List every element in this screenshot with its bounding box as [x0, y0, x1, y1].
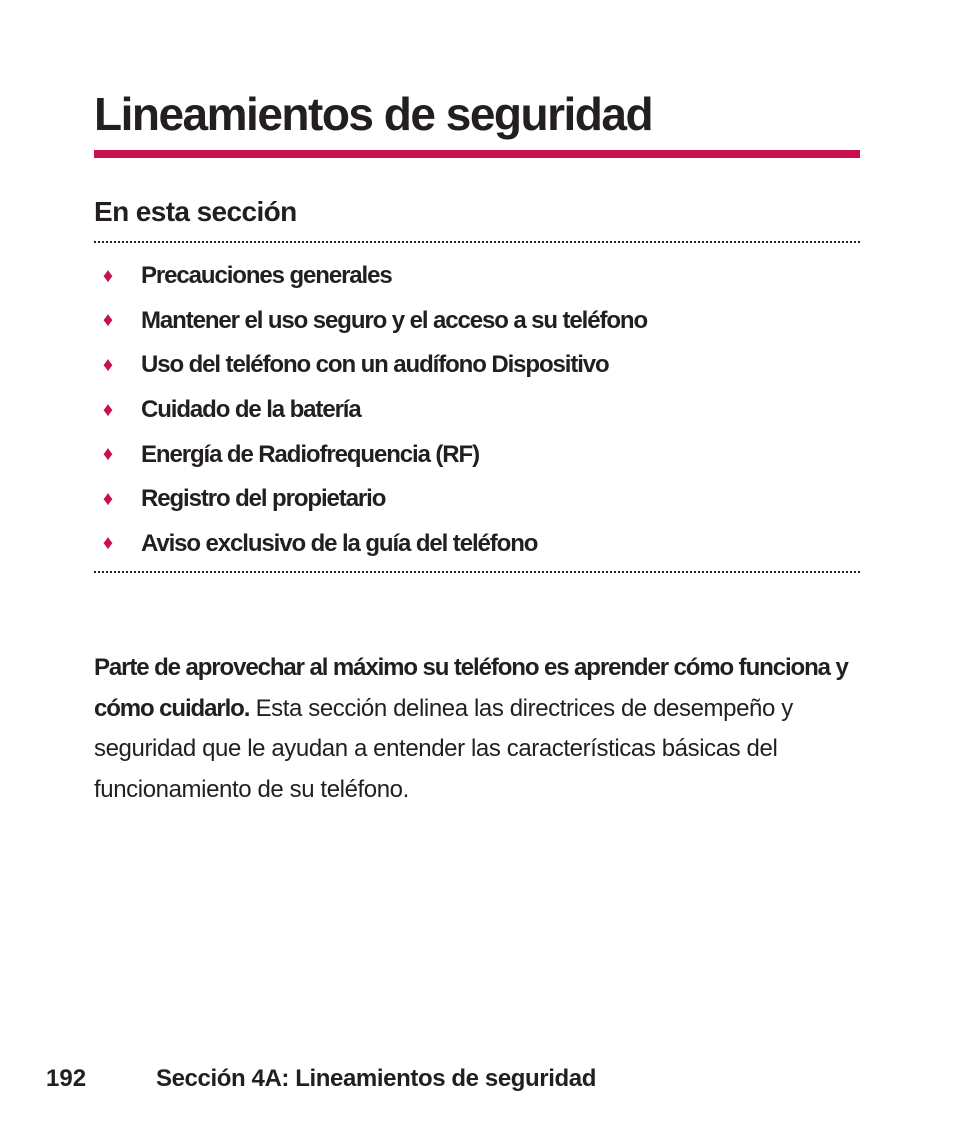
page-number: 192 — [46, 1065, 87, 1092]
list-item — [94, 299, 647, 344]
list-item-label: Aviso exclusivo de la guía del teléfono — [141, 529, 538, 557]
list-item-label: Mantener el uso seguro y el acceso a su teléfono — [141, 306, 648, 334]
list-item-label: Uso del teléfono con un audífono Dispositivo — [141, 351, 609, 379]
section-contents-list — [94, 254, 647, 566]
footer-section-label: Sección 4A: Lineamientos de seguridad — [156, 1065, 596, 1092]
list-item — [94, 522, 647, 567]
list-item — [94, 343, 647, 388]
diamond-bullet-icon: ♦ — [102, 264, 114, 287]
section-heading: En esta sección — [94, 196, 297, 227]
diamond-bullet-icon: ♦ — [102, 353, 114, 376]
diamond-bullet-icon: ♦ — [102, 443, 114, 466]
dotted-divider-bottom — [94, 571, 860, 573]
diamond-bullet-icon: ♦ — [102, 532, 114, 555]
page-title: Lineamientos de seguridad — [94, 88, 653, 140]
diamond-bullet-icon: ♦ — [102, 398, 114, 421]
list-item-label: Precauciones generales — [141, 262, 392, 290]
list-item-label: Cuidado de la batería — [141, 396, 361, 424]
list-item — [94, 477, 647, 522]
page-footer — [46, 1062, 596, 1096]
list-item — [94, 254, 647, 299]
dotted-divider-top — [94, 241, 860, 243]
list-item-label: Energía de Radiofrequencia (RF) — [141, 440, 479, 468]
intro-body-text: Esta sección delinea las directrices de desempeño y seguridad que le ayudan a entender las características básicas del funcionamiento de su teléfono. — [94, 694, 793, 803]
title-rule — [94, 150, 860, 158]
list-item — [94, 388, 647, 433]
list-item — [94, 432, 647, 477]
diamond-bullet-icon: ♦ — [102, 487, 114, 510]
diamond-bullet-icon: ♦ — [102, 309, 114, 332]
intro-paragraph — [94, 648, 854, 810]
list-item-label: Registro del propietario — [141, 485, 386, 513]
intro-lead-text: Parte de aprovechar al máximo su teléfono es aprender cómo funciona y cómo cuidarlo. — [94, 654, 848, 722]
